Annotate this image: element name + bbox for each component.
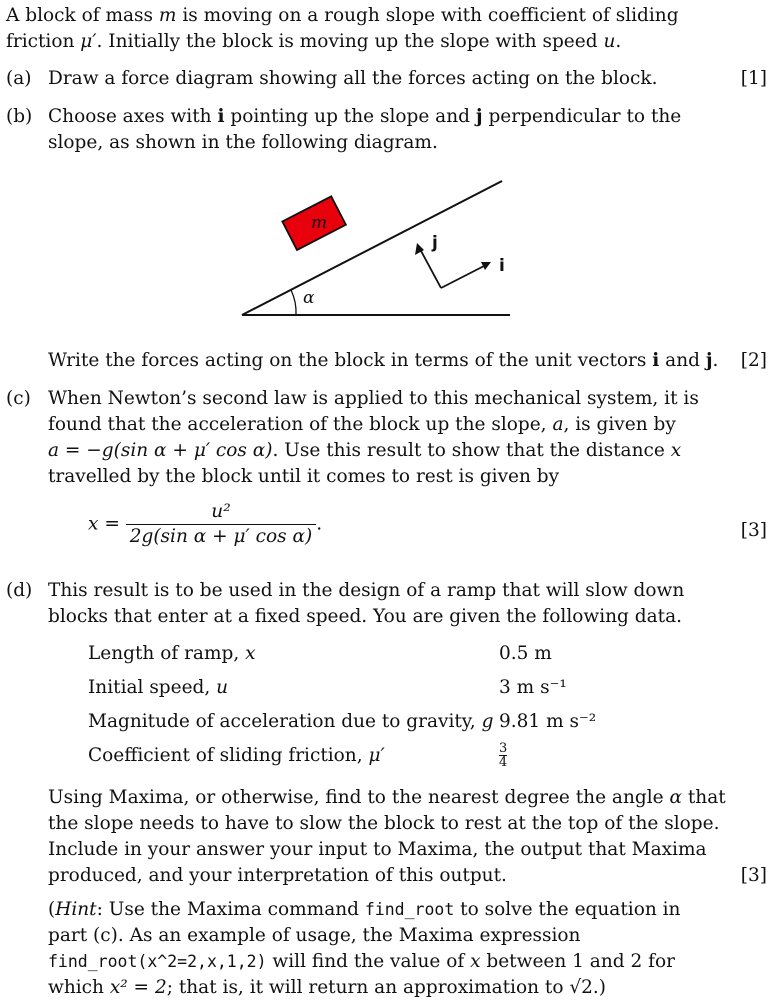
diagram-mass-label: m <box>311 213 328 233</box>
data-table-value: 0.5 m <box>499 643 552 664</box>
data-table-value: 9.81 m s⁻² <box>499 711 597 732</box>
data-table-row: Magnitude of acceleration due to gravity, g <box>88 711 494 732</box>
distance-formula: x = $\frac{\text{u²}}{\text{2g(sin α + μ′ cos α)}}$ . <box>88 501 323 547</box>
data-table-row: Length of ramp, x <box>88 643 256 664</box>
part-d-intro: This result is to be used in the design of a ramp that will slow down blocks that enter at a fixed speed. You are given the following data. <box>48 580 685 627</box>
angle-arc <box>291 290 296 315</box>
part-b-text: Choose axes with i pointing up the slope and j perpendicular to the slope, as shown in the following diagram. <box>48 106 682 153</box>
part-d-marks: [3] <box>740 865 767 886</box>
diagram-i-label: i <box>499 256 505 276</box>
part-c-marks: [3] <box>740 520 767 541</box>
data-table-value <box>499 742 507 769</box>
intro-paragraph: A block of mass m is moving on a rough slope with coefficient of sliding friction μ′. Initially the block is moving up the slope with speed u. <box>6 5 679 52</box>
j-axis-arrow <box>420 249 441 288</box>
part-a-marks: [1] <box>740 68 767 89</box>
slope-line <box>242 181 502 315</box>
formula-fraction: $\frac{\text{u²}}{\text{2g(sin α + μ′ cos α)}}$ <box>126 500 316 549</box>
data-table-row: Coefficient of sliding friction, μ′ <box>88 745 385 766</box>
part-a-text: Draw a force diagram showing all the forces acting on the block. <box>48 68 658 89</box>
part-d-paragraph: Using Maxima, or otherwise, find to the nearest degree the angle α that the slope needs to have to slow the block to rest at the top of the slope. Include in your answer your input to Maxima, the output that Maxima produced, and your interpretation of this output. <box>48 787 726 886</box>
part-c-label: (c) <box>6 388 31 409</box>
friction-fraction: $\frac{3}{4}$ <box>499 741 508 770</box>
part-b-after-text: Write the forces acting on the block in terms of the unit vectors i and j. <box>48 350 719 371</box>
diagram-j-label: j <box>432 233 438 253</box>
part-a-label: (a) <box>6 68 32 89</box>
hint-paragraph: (Hint: Use the Maxima command find_root to solve the equation in part (c). As an example of usage, the Maxima expression find_root(x^2=2,x,1,2) will find the value of x between 1 and 2 for which x² = 2; that is, it will return an approximation to √2.) <box>48 899 681 998</box>
data-table-row: Initial speed, u <box>88 677 229 698</box>
data-table-value: 3 m s⁻¹ <box>499 677 567 698</box>
part-b-label: (b) <box>6 106 33 127</box>
diagram-angle-label: α <box>303 288 315 308</box>
part-b-marks: [2] <box>740 350 767 371</box>
part-d-label: (d) <box>6 580 33 601</box>
part-c-text: When Newton’s second law is applied to this mechanical system, it is found that the acceleration of the block up the slope, a, is given by a = −g(sin α + μ′ cos α). Use this result to show that the distance x travelled by the block until it comes to rest is given by <box>48 388 699 487</box>
i-axis-arrow <box>441 266 484 288</box>
